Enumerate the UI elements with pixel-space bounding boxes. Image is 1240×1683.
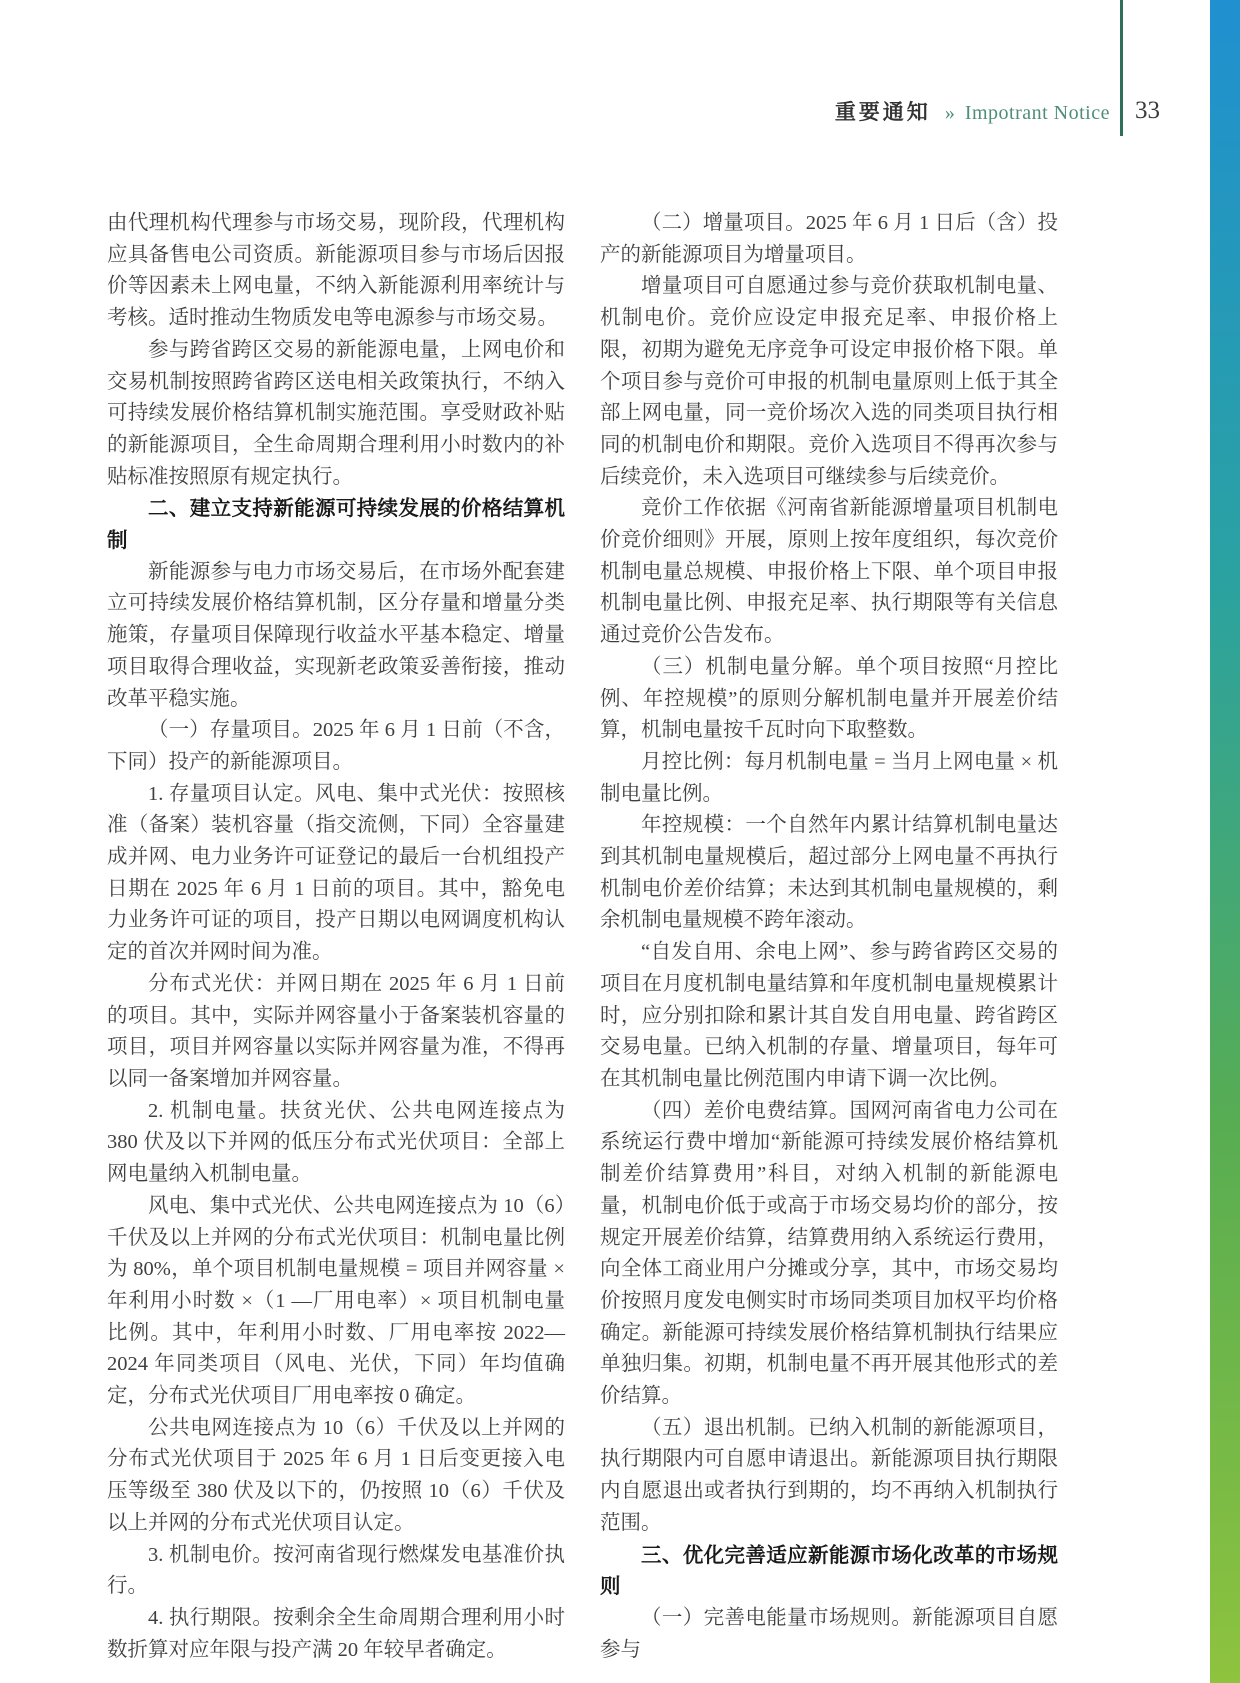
paragraph: 3. 机制电价。按河南省现行燃煤发电基准价执行。 [107,1543,565,1598]
page-header [770,96,1110,126]
paragraph: 新能源参与电力市场交易后，在市场外配套建立可持续发展价格结算机制，区分存量和增量分类施策，存量项目保障现行收益水平基本稳定、增量项目取得合理收益，实现新老政策妥善衔接，推动改革平稳实施。 [107,560,565,710]
paragraph: 4. 执行期限。按剩余全生命周期合理利用小时数折算对应年限与投产满 20 年较早者确定。 [107,1606,565,1661]
paragraph: 月控比例：每月机制电量 = 当月上网电量 × 机制电量比例。 [600,750,1058,805]
paragraph: （一）完善电能量市场规则。新能源项目自愿参与 [600,1606,1058,1661]
paragraph: 风电、集中式光伏、公共电网连接点为 10（6）千伏及以上并网的分布式光伏项目：机制电量比例为 80%，单个项目机制电量规模 = 项目并网容量 × 年利用小时数 ×（1 —厂用电率）× 项目机制电量比例。其中，年利用小时数、厂用电率按 2022—2024 年同类项目（风电、光伏，下同）年均值确定，分布式光伏项目厂用电率按 0 确定。 [107,1194,565,1408]
paragraph: （三）机制电量分解。单个项目按照“月控比例、年控规模”的原则分解机制电量并开展差价结算，机制电量按千瓦时向下取整数。 [600,655,1058,742]
section-heading: 二、建立支持新能源可持续发展的价格结算机制 [107,497,565,553]
paragraph: 1. 存量项目认定。风电、集中式光伏：按照核准（备案）装机容量（指交流侧，下同）全容量建成并网、电力业务许可证登记的最后一台机组投产日期在 2025 年 6 月 1 日前的项目。其中，豁免电力业务许可证的项目，投产日期以电网调度机构认定的首次并网时间为准。 [107,782,565,964]
section-title-cn: 重要通知 [834,101,931,124]
header-divider [1120,0,1123,136]
section-title-en: Impotrant Notice [964,102,1110,124]
paragraph: （五）退出机制。已纳入机制的新能源项目，执行期限内可自愿申请退出。新能源项目执行期限内自愿退出或者执行到期的，均不再纳入机制执行范围。 [600,1416,1058,1534]
paragraph: “自发自用、余电上网”、参与跨省跨区交易的项目在月度机制电量结算和年度机制电量规模累计时，应分别扣除和累计其自发自用电量、跨省跨区交易电量。已纳入机制的存量、增量项目，每年可在其机制电量比例范围内申请下调一次比例。 [600,941,1058,1090]
paragraph: 由代理机构代理参与市场交易，现阶段，代理机构应具备售电公司资质。新能源项目参与市场后因报价等因素未上网电量，不纳入新能源利用率统计与考核。适时推动生物质发电等电源参与市场交易。 [107,212,565,330]
paragraph: （二）增量项目。2025 年 6 月 1 日后（含）投产的新能源项目为增量项目。 [600,212,1058,266]
paragraph: （四）差价电费结算。国网河南省电力公司在系统运行费中增加“新能源可持续发展价格结算机制差价结算费用”科目，对纳入机制的新能源电量，机制电价低于或高于市场交易均价的部分，按规定开展差价结算，结算费用纳入系统运行费用，向全体工商业用户分摊或分享，其中，市场交易均价按照月度发电侧实时市场同类项目加权平均价格确定。新能源可持续发展价格结算机制执行结果应单独归集。初期，机制电量不再开展其他形式的差价结算。 [600,1099,1058,1408]
double-chevron-icon: » [944,102,955,124]
paragraph: 参与跨省跨区交易的新能源电量，上网电价和交易机制按照跨省跨区送电相关政策执行，不纳入可持续发展价格结算机制实施范围。享受财政补贴的新能源项目，全生命周期合理利用小时数内的补贴标准按照原有规定执行。 [107,338,565,488]
paragraph: 2. 机制电量。扶贫光伏、公共电网连接点为 380 伏及以下并网的低压分布式光伏项目：全部上网电量纳入机制电量。 [107,1099,565,1186]
right-text-column [600,208,1058,1666]
paragraph: （一）存量项目。2025 年 6 月 1 日前（不含，下同）投产的新能源项目。 [107,719,565,773]
page-number: 33 [1135,97,1160,124]
left-text-column [107,208,565,1666]
paragraph: 分布式光伏：并网日期在 2025 年 6 月 1 日前的项目。其中，实际并网容量小于备案装机容量的项目，项目并网容量以实际并网容量为准，不得再以同一备案增加并网容量。 [107,972,565,1090]
paragraph: 公共电网连接点为 10（6）千伏及以上并网的分布式光伏项目于 2025 年 6 月 1 日后变更接入电压等级至 380 伏及以下的，仍按照 10（6）千伏及以上并网的分布式光伏项目认定。 [107,1416,565,1534]
page-edge-gradient-bar [1210,0,1240,1683]
section-heading: 三、优化完善适应新能源市场化改革的市场规则 [600,1543,1058,1599]
paragraph: 竞价工作依据《河南省新能源增量项目机制电价竞价细则》开展，原则上按年度组织，每次竞价机制电量总规模、申报价格上下限、单个项目申报机制电量比例、申报充足率、执行期限等有关信息通过竞价公告发布。 [600,497,1058,647]
paragraph: 增量项目可自愿通过参与竞价获取机制电量、机制电价。竞价应设定申报充足率、申报价格上限，初期为避免无序竞争可设定申报价格下限。单个项目参与竞价可申报的机制电量原则上低于其全部上网电量，同一竞价场次入选的同类项目执行相同的机制电价和期限。竞价入选项目不得再次参与后续竞价，未入选项目可继续参与后续竞价。 [600,275,1058,488]
paragraph: 年控规模：一个自然年内累计结算机制电量达到其机制电量规模后，超过部分上网电量不再执行机制电价差价结算；未达到其机制电量规模的，剩余机制电量规模不跨年滚动。 [600,814,1058,932]
